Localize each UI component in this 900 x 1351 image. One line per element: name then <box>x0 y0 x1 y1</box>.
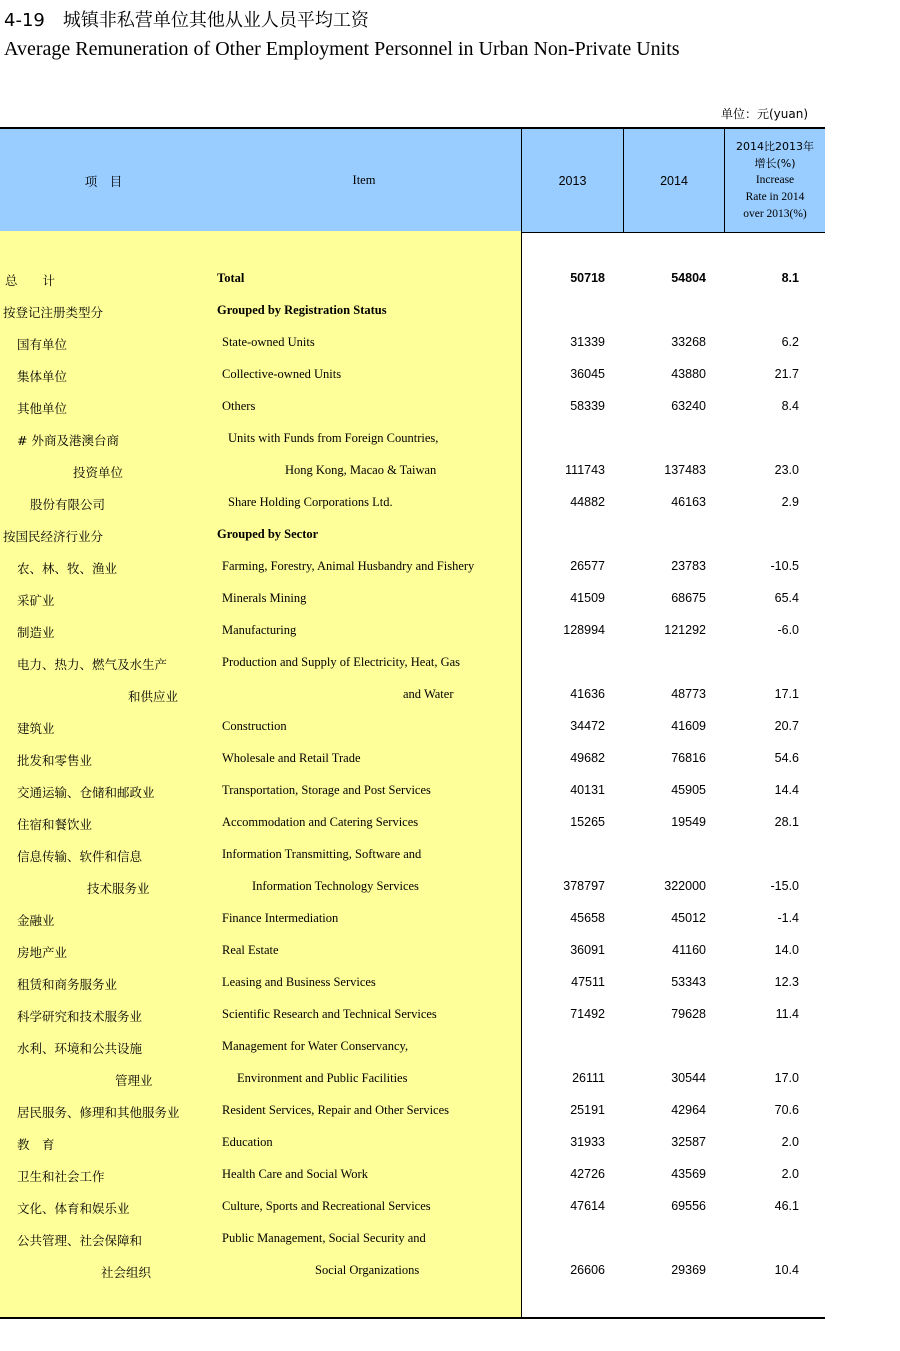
row-label-chinese: 按国民经济行业分 <box>3 529 104 544</box>
value-2014: 69556 <box>671 1199 706 1213</box>
row-label-english: Information Transmitting, Software and <box>222 847 422 861</box>
value-2014: 54804 <box>671 271 706 285</box>
row-label-english: Share Holding Corporations Ltd. <box>228 495 393 509</box>
row-label-english: Construction <box>222 719 287 733</box>
value-2014: 32587 <box>671 1135 706 1149</box>
value-2013: 44882 <box>570 495 605 509</box>
row-label-chinese: 国有单位 <box>17 337 68 352</box>
value-2013: 41636 <box>570 687 605 701</box>
row-label-english: Finance Intermediation <box>222 911 339 925</box>
increase-rate: 12.3 <box>774 975 799 989</box>
row-label-chinese: # 外商及港澳台商 <box>17 433 119 448</box>
row-label-chinese: 租赁和商务服务业 <box>17 977 118 992</box>
header-item-chinese: 项 目 <box>84 173 123 189</box>
value-2013: 26606 <box>570 1263 605 1277</box>
header-rate-line: over 2013(%) <box>743 208 807 220</box>
table-row <box>0 678 825 710</box>
table-row <box>0 422 825 454</box>
value-2013: 58339 <box>570 399 605 413</box>
table-row <box>0 454 825 486</box>
increase-rate: 23.0 <box>774 463 799 477</box>
value-2013: 45658 <box>570 911 605 925</box>
row-label-english: Management for Water Conservancy, <box>222 1039 409 1053</box>
value-2014: 23783 <box>671 559 706 573</box>
row-label-chinese: 金融业 <box>17 913 55 928</box>
row-label-english: Transportation, Storage and Post Services <box>222 783 431 797</box>
row-label-chinese: 建筑业 <box>17 721 55 736</box>
value-2014: 322000 <box>664 879 706 893</box>
row-label-english: Resident Services, Repair and Other Services <box>222 1103 450 1117</box>
table-row <box>0 294 825 326</box>
row-label-chinese: 管理业 <box>115 1073 153 1088</box>
table-row <box>0 646 825 678</box>
row-label-chinese: 电力、热力、燃气及水生产 <box>17 657 168 672</box>
value-2013: 36045 <box>570 367 605 381</box>
increase-rate: 14.0 <box>774 943 799 957</box>
increase-rate: 6.2 <box>781 335 799 349</box>
increase-rate: 11.4 <box>775 1007 799 1021</box>
row-label-english: Collective-owned Units <box>222 367 342 381</box>
value-2013: 49682 <box>570 751 605 765</box>
row-label-chinese: 其他单位 <box>17 401 68 416</box>
table-row <box>0 1126 825 1158</box>
increase-rate: 2.0 <box>781 1135 799 1149</box>
value-2013: 26577 <box>570 559 605 573</box>
row-label-chinese: 制造业 <box>17 625 55 640</box>
table-row <box>0 838 825 870</box>
row-label-english: Leasing and Business Services <box>222 975 376 989</box>
row-label-chinese: 批发和零售业 <box>17 753 93 768</box>
row-label-english: Hong Kong, Macao & Taiwan <box>285 463 437 477</box>
row-label-chinese: 文化、体育和娱乐业 <box>17 1201 130 1216</box>
row-label-english: Public Management, Social Security and <box>222 1231 426 1245</box>
row-label-english: Grouped by Sector <box>217 527 319 541</box>
value-2013: 31933 <box>570 1135 605 1149</box>
table-row <box>0 582 825 614</box>
header-year-2013: 2013 <box>558 173 587 188</box>
row-label-chinese: 按登记注册类型分 <box>3 305 104 320</box>
row-label-english: Accommodation and Catering Services <box>222 815 419 829</box>
table-title-chinese: 4-19 城镇非私营单位其他从业人员平均工资 <box>4 10 369 31</box>
table-row <box>0 1254 825 1286</box>
row-label-english: Grouped by Registration Status <box>217 303 387 317</box>
increase-rate: 54.6 <box>774 751 799 765</box>
value-2014: 46163 <box>671 495 706 509</box>
row-label-english: Environment and Public Facilities <box>237 1071 408 1085</box>
row-label-chinese: 股份有限公司 <box>30 497 106 512</box>
value-2013: 15265 <box>570 815 605 829</box>
row-label-chinese: 投资单位 <box>73 465 124 480</box>
value-2013: 31339 <box>570 335 605 349</box>
row-label-chinese: 技术服务业 <box>87 881 150 896</box>
table-row <box>0 518 825 550</box>
value-2014: 53343 <box>671 975 706 989</box>
row-label-chinese: 科学研究和技术服务业 <box>17 1009 143 1024</box>
increase-rate: 17.1 <box>774 687 799 701</box>
row-label-chinese: 社会组织 <box>101 1265 152 1280</box>
row-label-english: Scientific Research and Technical Services <box>222 1007 437 1021</box>
value-2013: 25191 <box>570 1103 605 1117</box>
value-2014: 76816 <box>671 751 706 765</box>
value-2013: 378797 <box>563 879 605 893</box>
table-row <box>0 774 825 806</box>
row-label-english: Wholesale and Retail Trade <box>222 751 361 765</box>
value-2014: 45012 <box>671 911 706 925</box>
header-rate-line: Increase <box>755 174 795 186</box>
row-label-chinese: 总 计 <box>5 273 56 288</box>
row-label-english: Others <box>222 399 256 413</box>
increase-rate: 2.9 <box>781 495 799 509</box>
table-row <box>0 1158 825 1190</box>
value-2014: 29369 <box>671 1263 706 1277</box>
value-2013: 36091 <box>570 943 605 957</box>
table-row <box>0 262 825 294</box>
value-2014: 68675 <box>671 591 706 605</box>
increase-rate: 70.6 <box>774 1103 799 1117</box>
table-row <box>0 870 825 902</box>
increase-rate: 46.1 <box>774 1199 799 1213</box>
table-header <box>0 127 825 233</box>
value-2013: 41509 <box>570 591 605 605</box>
row-label-english: Production and Supply of Electricity, Heat, Gas <box>222 655 461 669</box>
table-row <box>0 1222 825 1254</box>
table-row <box>0 614 825 646</box>
value-2014: 19549 <box>671 815 706 829</box>
row-label-english: Information Technology Services <box>252 879 419 893</box>
value-2014: 43880 <box>671 367 706 381</box>
header-increase-rate <box>725 129 825 232</box>
row-label-chinese: 采矿业 <box>17 593 55 608</box>
value-2013: 111743 <box>565 463 605 477</box>
row-label-chinese: 水利、环境和公共设施 <box>17 1041 143 1056</box>
row-label-chinese: 公共管理、社会保障和 <box>17 1233 143 1248</box>
row-label-english: Farming, Forestry, Animal Husbandry and Fishery <box>222 559 475 573</box>
table-row <box>0 550 825 582</box>
increase-rate: 28.1 <box>774 815 799 829</box>
value-2013: 42726 <box>570 1167 605 1181</box>
row-label-english: and Water <box>403 687 454 701</box>
table-row <box>0 998 825 1030</box>
table-row <box>0 742 825 774</box>
value-2014: 41609 <box>671 719 706 733</box>
table-row <box>0 358 825 390</box>
value-2014: 43569 <box>671 1167 706 1181</box>
table-row <box>0 966 825 998</box>
increase-rate: -6.0 <box>777 623 799 637</box>
header-year-2014: 2014 <box>660 173 688 188</box>
row-label-english: Units with Funds from Foreign Countries, <box>228 431 439 445</box>
table-row <box>0 710 825 742</box>
increase-rate: 8.1 <box>781 271 799 285</box>
table-row <box>0 806 825 838</box>
row-label-chinese: 和供应业 <box>128 689 179 704</box>
row-label-english: Minerals Mining <box>222 591 307 605</box>
value-2013: 71492 <box>570 1007 605 1021</box>
row-label-chinese: 教 育 <box>17 1137 55 1152</box>
row-label-chinese: 集体单位 <box>17 369 68 384</box>
unit-label: 单位：元(yuan) <box>720 107 808 121</box>
value-2013: 26111 <box>572 1071 605 1085</box>
table-row <box>0 390 825 422</box>
table-row <box>0 1190 825 1222</box>
row-label-english: Real Estate <box>222 943 279 957</box>
row-label-chinese: 农、林、牧、渔业 <box>17 561 118 576</box>
row-label-english: Social Organizations <box>315 1263 420 1277</box>
increase-rate: 2.0 <box>781 1167 799 1181</box>
increase-rate: 10.4 <box>774 1263 799 1277</box>
row-label-english: Total <box>217 271 245 285</box>
table-row <box>0 486 825 518</box>
value-2014: 33268 <box>671 335 706 349</box>
row-label-english: Manufacturing <box>222 623 297 637</box>
value-2014: 41160 <box>672 943 706 957</box>
increase-rate: -15.0 <box>770 879 799 893</box>
row-label-chinese: 房地产业 <box>17 945 68 960</box>
header-rate-line: Rate in 2014 <box>745 191 805 203</box>
row-label-chinese: 交通运输、仓储和邮政业 <box>17 785 155 800</box>
row-label-english: Education <box>222 1135 273 1149</box>
row-label-chinese: 卫生和社会工作 <box>17 1169 105 1184</box>
header-rate-line: 增长(%) <box>754 157 796 170</box>
table-bottom-rule <box>0 1317 825 1319</box>
table-row <box>0 1062 825 1094</box>
row-label-english: Health Care and Social Work <box>222 1167 368 1181</box>
value-2013: 40131 <box>570 783 605 797</box>
table-row <box>0 1030 825 1062</box>
value-2013: 47511 <box>571 975 605 989</box>
increase-rate: 21.7 <box>774 367 799 381</box>
value-2013: 34472 <box>570 719 605 733</box>
increase-rate: 65.4 <box>774 591 799 605</box>
value-2014: 63240 <box>671 399 706 413</box>
table-row <box>0 326 825 358</box>
value-2014: 79628 <box>671 1007 706 1021</box>
row-label-english: Culture, Sports and Recreational Services <box>222 1199 431 1213</box>
row-label-chinese: 居民服务、修理和其他服务业 <box>17 1105 180 1120</box>
increase-rate: 14.4 <box>774 783 799 797</box>
row-label-english: State-owned Units <box>222 335 315 349</box>
value-2013: 128994 <box>563 623 605 637</box>
value-2014: 42964 <box>671 1103 706 1117</box>
increase-rate: 8.4 <box>781 399 799 413</box>
header-item-english: Item <box>352 173 376 187</box>
table-row <box>0 902 825 934</box>
value-2014: 137483 <box>664 463 706 477</box>
value-2013: 50718 <box>570 271 605 285</box>
table-row <box>0 934 825 966</box>
value-2013: 47614 <box>570 1199 605 1213</box>
value-2014: 45905 <box>671 783 706 797</box>
row-label-chinese: 住宿和餐饮业 <box>17 817 93 832</box>
increase-rate: 17.0 <box>774 1071 799 1085</box>
increase-rate: -10.5 <box>770 559 799 573</box>
table-row <box>0 1094 825 1126</box>
value-2014: 48773 <box>671 687 706 701</box>
value-2014: 30544 <box>671 1071 706 1085</box>
increase-rate: -1.4 <box>777 911 799 925</box>
row-label-chinese: 信息传输、软件和信息 <box>17 849 143 864</box>
value-2014: 121292 <box>664 623 706 637</box>
table-title-english: Average Remuneration of Other Employment Personnel in Urban Non-Private Units <box>4 38 680 60</box>
header-rate-line: 2014比2013年 <box>736 140 814 153</box>
increase-rate: 20.7 <box>774 719 799 733</box>
